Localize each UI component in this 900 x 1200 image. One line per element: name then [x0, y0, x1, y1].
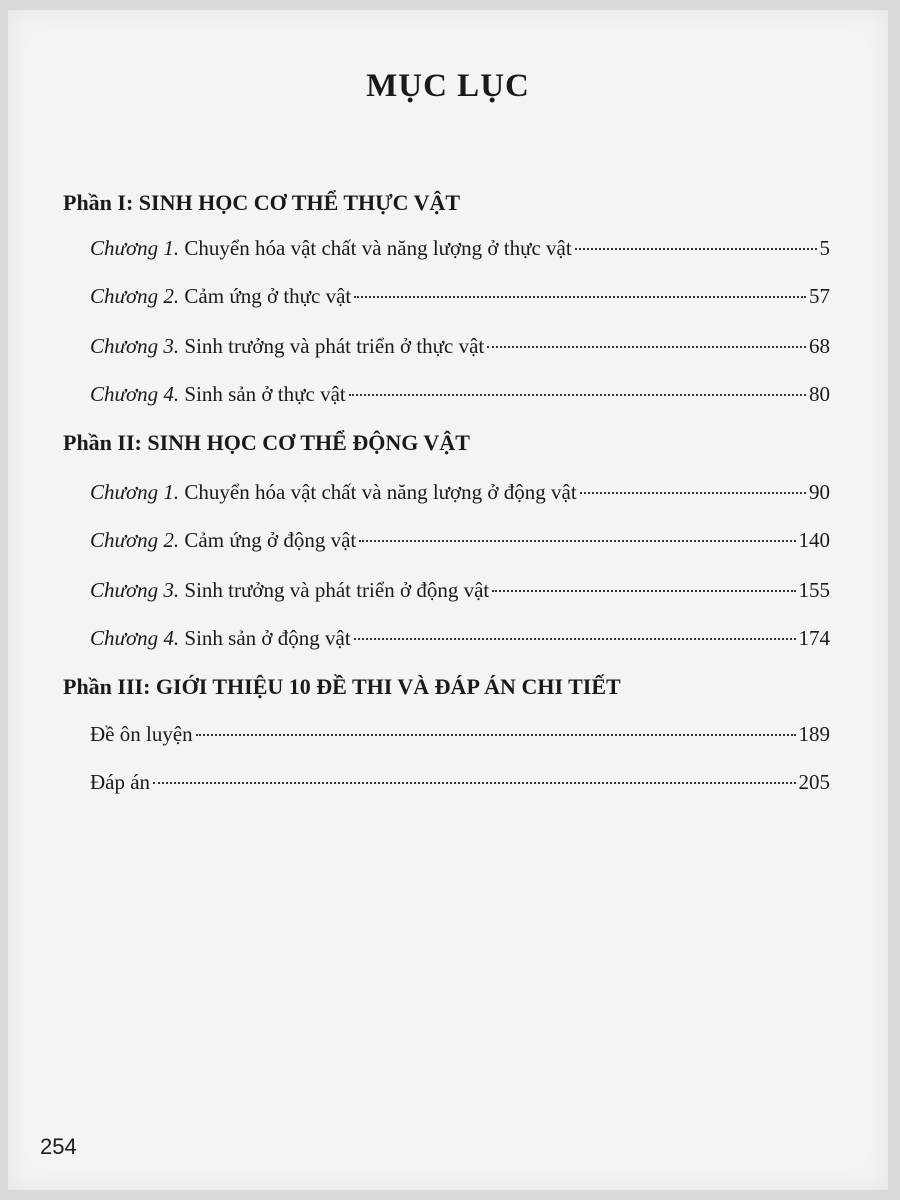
dot-leader [153, 782, 795, 784]
toc-entry [90, 236, 830, 268]
toc-entry [90, 528, 830, 560]
entry-title: Cảm ứng ở động vật [179, 528, 357, 552]
dot-leader [349, 394, 806, 396]
part-heading: Phần II: SINH HỌC CƠ THỂ ĐỘNG VẬT [63, 430, 470, 455]
chapter-label: Chương 4. [90, 382, 180, 406]
entry-title: Cảm ứng ở thực vật [179, 284, 352, 308]
entry-page: 80 [809, 382, 830, 406]
dot-leader [196, 734, 796, 736]
chapter-label: Chương 2. [90, 284, 180, 308]
entry-title: Sinh sản ở thực vật [179, 382, 346, 406]
entry-page: 68 [809, 334, 830, 358]
entry-page: 174 [798, 626, 830, 650]
dot-leader [354, 296, 806, 298]
chapter-label: Chương 4. [90, 626, 180, 650]
dot-leader [580, 492, 806, 494]
dot-leader [359, 540, 795, 542]
toc-entry [90, 334, 830, 366]
toc-entry [90, 770, 830, 802]
entry-page: 155 [798, 578, 830, 602]
entry-page: 5 [819, 236, 830, 260]
entry-title: Chuyển hóa vật chất và năng lượng ở động vật [179, 480, 577, 504]
toc-entry [90, 722, 830, 754]
toc-entry [90, 626, 830, 658]
chapter-label: Chương 1. [90, 480, 180, 504]
entry-page: 90 [809, 480, 830, 504]
chapter-label: Chương 2. [90, 528, 180, 552]
entry-page: 189 [798, 722, 830, 746]
book-page [8, 10, 888, 1190]
part-heading: Phần I: SINH HỌC CƠ THỂ THỰC VẬT [63, 190, 461, 215]
dot-leader [492, 590, 795, 592]
dot-leader [487, 346, 806, 348]
entry-page: 205 [798, 770, 830, 794]
entry-page: 57 [809, 284, 830, 308]
entry-title: Chuyển hóa vật chất và năng lượng ở thực vật [179, 236, 572, 260]
entry-page: 140 [798, 528, 830, 552]
chapter-label: Chương 1. [90, 236, 180, 260]
chapter-label: Chương 3. [90, 334, 180, 358]
toc-entry [90, 480, 830, 512]
dot-leader [575, 248, 817, 250]
chapter-label: Chương 3. [90, 578, 180, 602]
part-heading: Phần III: GIỚI THIỆU 10 ĐỀ THI VÀ ĐÁP ÁN CHI TIẾT [63, 674, 621, 699]
toc-entry [90, 578, 830, 610]
entry-title: Sinh sản ở động vật [179, 626, 351, 650]
page-title: MỤC LỤC [366, 68, 530, 104]
entry-title: Đáp án [90, 770, 151, 794]
entry-title: Sinh trưởng và phát triển ở động vật [179, 578, 490, 602]
toc-entry [90, 284, 830, 316]
entry-title: Sinh trưởng và phát triển ở thực vật [179, 334, 485, 358]
dot-leader [354, 638, 796, 640]
page-number: 254 [40, 1134, 77, 1159]
toc-entry [90, 382, 830, 414]
entry-title: Đề ôn luyện [90, 722, 193, 746]
